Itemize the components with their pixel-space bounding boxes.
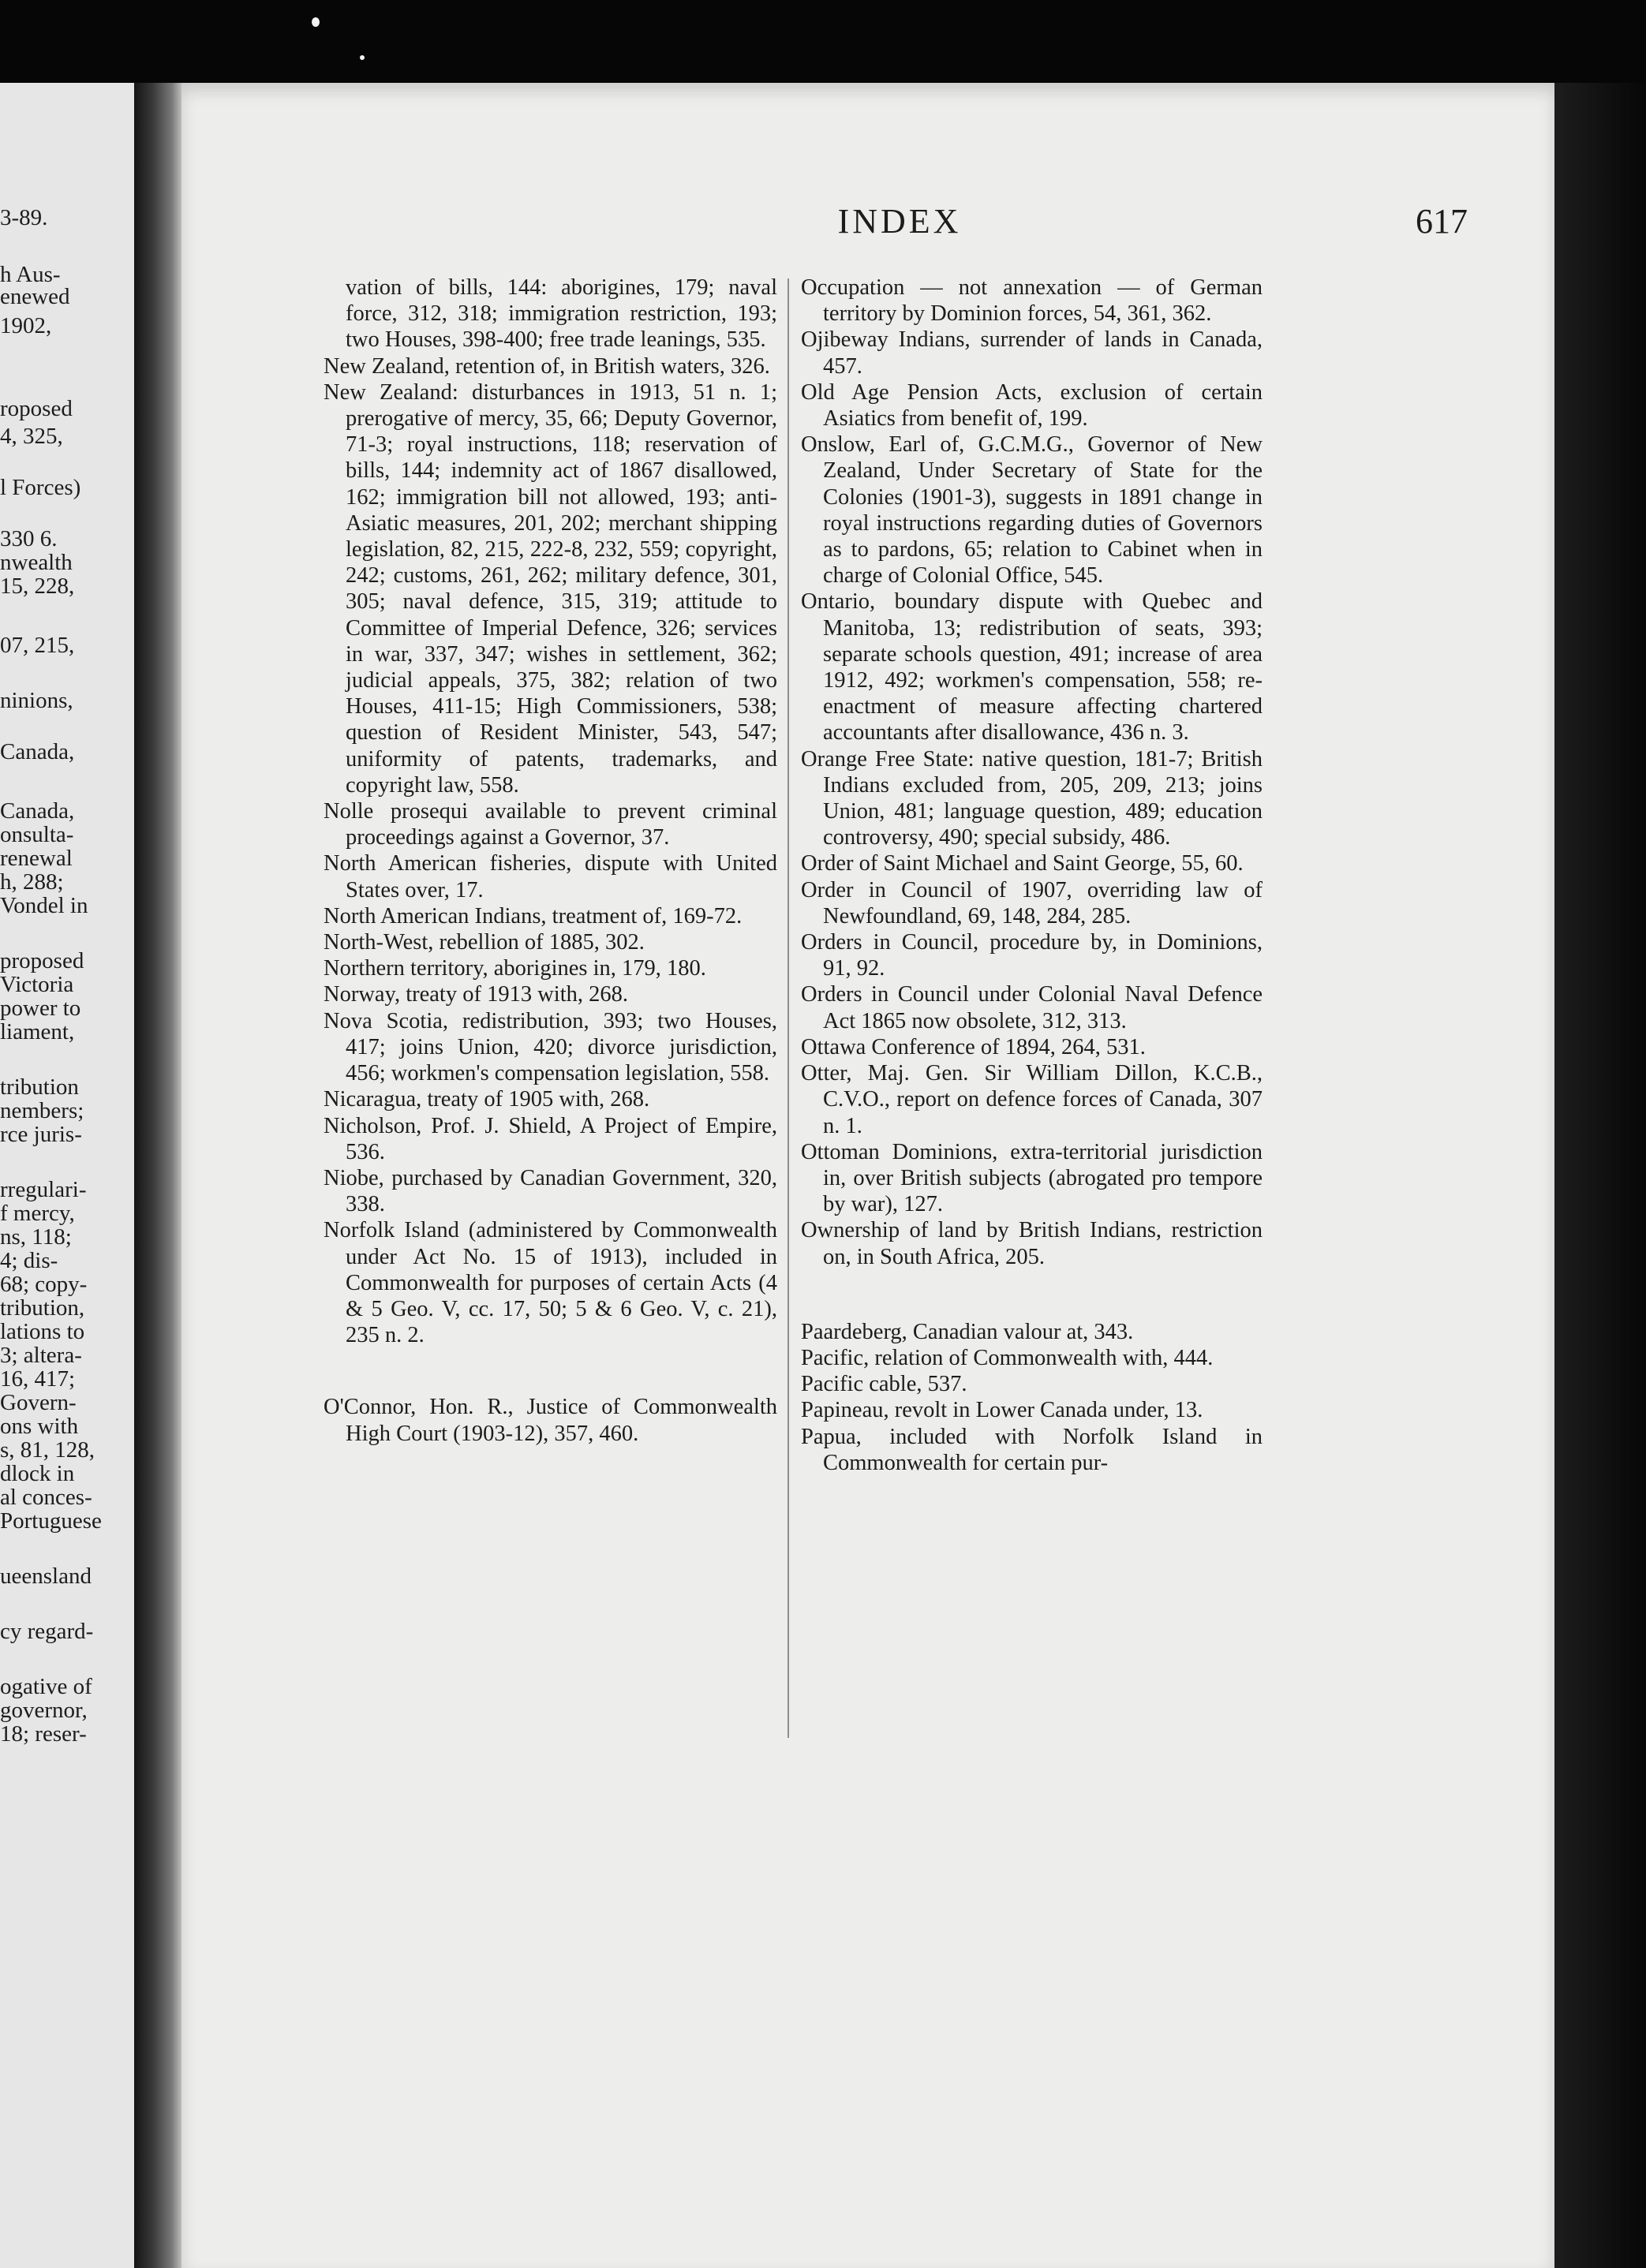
- index-entry: Orange Free State: native question, 181-7; British Indians excluded from, 205, 209, 213; joins Union, 481; language question, 489; education controversy, 490; special subsidy, 486.: [801, 746, 1263, 850]
- facing-page-text: Victoria: [0, 972, 74, 997]
- facing-page-text: liament,: [0, 1019, 75, 1044]
- facing-page-text: rce juris-: [0, 1122, 82, 1147]
- facing-page-text: 3-89.: [0, 205, 48, 230]
- facing-page-text: proposed: [0, 948, 84, 973]
- index-entry: New Zealand, retention of, in British waters, 326.: [324, 353, 770, 379]
- facing-page-text: cy regard-: [0, 1619, 94, 1644]
- facing-page-text: lations to: [0, 1319, 85, 1344]
- index-entry: Occupation — not annexation — of German territory by Dominion forces, 54, 361, 362.: [801, 275, 1263, 327]
- index-entry: Paardeberg, Canadian valour at, 343.: [801, 1319, 1134, 1344]
- facing-page-text: 18; reser-: [0, 1721, 87, 1747]
- facing-page-text: renewal: [0, 846, 73, 871]
- scan-edge: [1554, 83, 1646, 2268]
- facing-page-text: f mercy,: [0, 1201, 75, 1226]
- facing-page-text: 4, 325,: [0, 424, 63, 449]
- index-column-middle: [324, 275, 777, 1447]
- facing-page-text: Portuguese: [0, 1508, 102, 1534]
- facing-page-text: 15, 228,: [0, 574, 75, 599]
- facing-page-text: nwealth: [0, 550, 73, 575]
- facing-page-text: enewed: [0, 284, 70, 309]
- index-entry: Nicaragua, treaty of 1905 with, 268.: [324, 1087, 650, 1112]
- index-entry: Nolle prosequi available to prevent criminal proceedings against a Governor, 37.: [324, 799, 777, 850]
- facing-page-text: 68; copy-: [0, 1272, 88, 1297]
- index-entry: Pacific cable, 537.: [801, 1372, 967, 1397]
- facing-page-text: h, 288;: [0, 869, 64, 895]
- index-entry: Ottoman Dominions, extra-territorial jurisdiction in, over British subjects (abrogated pro tempore by war), 127.: [801, 1139, 1263, 1217]
- facing-page-text: Govern-: [0, 1390, 77, 1415]
- facing-page-text: power to: [0, 996, 81, 1021]
- index-entry: Ownership of land by British Indians, restriction on, in South Africa, 205.: [801, 1218, 1263, 1269]
- index-entry: Orders in Council under Colonial Naval Defence Act 1865 now obsolete, 312, 313.: [801, 982, 1263, 1033]
- index-page: [181, 83, 1554, 2268]
- facing-page-text: Canada,: [0, 739, 75, 764]
- index-entry: North American fisheries, dispute with United States over, 17.: [324, 851, 777, 902]
- index-entry: Northern territory, aborigines in, 179, 180.: [324, 956, 706, 981]
- facing-page-text: ogative of: [0, 1674, 92, 1699]
- page-title: INDEX: [837, 202, 962, 241]
- facing-page-text: ninions,: [0, 688, 73, 713]
- scan-speck: [312, 17, 320, 27]
- index-entry: Ontario, boundary dispute with Quebec and Manitoba, 13; redistribution of seats, 393; separate schools question, 491; increase of area 1912, 492; workmen's compensation, 558; re-enactment of measure affecting chartered accountants after disallowance, 436 n. 3.: [801, 589, 1263, 745]
- index-entry: Onslow, Earl of, G.C.M.G., Governor of New Zealand, Under Secretary of State for the Colonies (1901-3), suggests in 1891 change in royal instructions regarding duties of Governors as to pardons, 65; relation to Cabinet when in charge of Colonial Office, 545.: [801, 432, 1263, 588]
- scan-speck: [360, 55, 365, 60]
- facing-page-text: 4; dis-: [0, 1248, 58, 1273]
- index-entry: Papineau, revolt in Lower Canada under, 13.: [801, 1398, 1203, 1423]
- facing-page-text: Vondel in: [0, 893, 88, 918]
- facing-page-text: ns, 118;: [0, 1224, 72, 1250]
- index-entry: Pacific, relation of Commonwealth with, 444.: [801, 1345, 1214, 1370]
- facing-page-text: roposed: [0, 396, 73, 421]
- index-entry: Orders in Council, procedure by, in Dominions, 91, 92.: [801, 930, 1263, 981]
- page-number: 617: [1416, 202, 1468, 241]
- index-entry: Niobe, purchased by Canadian Government, 320, 338.: [324, 1165, 777, 1217]
- index-entry: Norway, treaty of 1913 with, 268.: [324, 982, 628, 1007]
- index-entry: North-West, rebellion of 1885, 302.: [324, 930, 645, 955]
- facing-page-text: 1902,: [0, 313, 52, 338]
- facing-page-text: dlock in: [0, 1461, 75, 1486]
- facing-page-text: rregulari-: [0, 1177, 87, 1202]
- book-gutter: [134, 83, 181, 2268]
- facing-page-text: 16, 417;: [0, 1366, 76, 1392]
- facing-page-text: s, 81, 128,: [0, 1437, 95, 1463]
- index-entry: Order of Saint Michael and Saint George, 55, 60.: [801, 851, 1244, 876]
- facing-page-text: ons with: [0, 1414, 79, 1439]
- index-entry: Papua, included with Norfolk Island in Commonwealth for certain pur-: [801, 1424, 1263, 1475]
- facing-page-text: l Forces): [0, 475, 81, 500]
- index-entry: Ojibeway Indians, surrender of lands in Canada, 457.: [801, 327, 1263, 379]
- facing-page-text: Canada,: [0, 798, 75, 824]
- index-entry: New Zealand: disturbances in 1913, 51 n. 1; prerogative of mercy, 35, 66; Deputy Governor, 71-3; royal instructions, 118; reservation of bills, 144; indemnity act of 1867 disallowed, 162; immigration bill not allowed, 193; anti-Asiatic measures, 201, 202; merchant shipping legislation, 82, 215, 222-8, 232, 559; copyright, 242; customs, 261, 262; military defence, 301, 305; naval defence, 315, 319; attitude to Committee of Imperial Defence, 326; services in war, 337, 347; wishes in settlement, 362; judicial appeals, 375, 382; relation of two Houses, 411-15; High Commissioners, 538; question of Resident Minister, 543, 547; uniformity of patents, trademarks, and copyright law, 558.: [324, 379, 777, 798]
- facing-page-text: tribution: [0, 1074, 79, 1100]
- continuation-entry: vation of bills, 144: aborigines, 179; naval force, 312, 318; immigration restriction, 193; two Houses, 398-400; free trade leanings, 535.: [346, 275, 777, 353]
- facing-page-text: ueensland: [0, 1564, 92, 1589]
- index-entry: Norfolk Island (administered by Commonwealth under Act No. 15 of 1913), included in Commonwealth for purposes of certain Acts (4 & 5 Geo. V, cc. 17, 50; 5 & 6 Geo. V, c. 21), 235 n. 2.: [324, 1218, 777, 1348]
- column-rule: [787, 278, 789, 1738]
- index-entry: Nova Scotia, redistribution, 393; two Houses, 417; joins Union, 420; divorce jurisdiction, 456; workmen's compensation legislation, 558.: [324, 1008, 777, 1086]
- facing-page-fragment: [0, 83, 134, 2268]
- index-entry: Nicholson, Prof. J. Shield, A Project of Empire, 536.: [324, 1113, 777, 1164]
- index-entry: O'Connor, Hon. R., Justice of Commonwealth High Court (1903-12), 357, 460.: [324, 1395, 777, 1446]
- facing-page-text: 3; altera-: [0, 1343, 82, 1368]
- facing-page-text: onsulta-: [0, 822, 74, 847]
- facing-page-text: governor,: [0, 1698, 88, 1723]
- facing-page-text: 07, 215,: [0, 633, 75, 658]
- facing-page-text: al conces-: [0, 1485, 92, 1510]
- index-entry: Order in Council of 1907, overriding law of Newfoundland, 69, 148, 284, 285.: [801, 877, 1263, 928]
- facing-page-text: tribution,: [0, 1295, 85, 1321]
- index-entry: Otter, Maj. Gen. Sir William Dillon, K.C.B., C.V.O., report on defence forces of Canada, 307 n. 1.: [801, 1061, 1263, 1138]
- facing-page-text: nembers;: [0, 1098, 84, 1123]
- index-column-right: [801, 275, 1263, 1476]
- index-entry: Ottawa Conference of 1894, 264, 531.: [801, 1034, 1146, 1059]
- index-entry: North American Indians, treatment of, 169-72.: [324, 903, 743, 928]
- index-entry: Old Age Pension Acts, exclusion of certain Asiatics from benefit of, 199.: [801, 379, 1263, 432]
- facing-page-text: 330 6.: [0, 526, 58, 551]
- facing-page-text: h Aus-: [0, 262, 61, 287]
